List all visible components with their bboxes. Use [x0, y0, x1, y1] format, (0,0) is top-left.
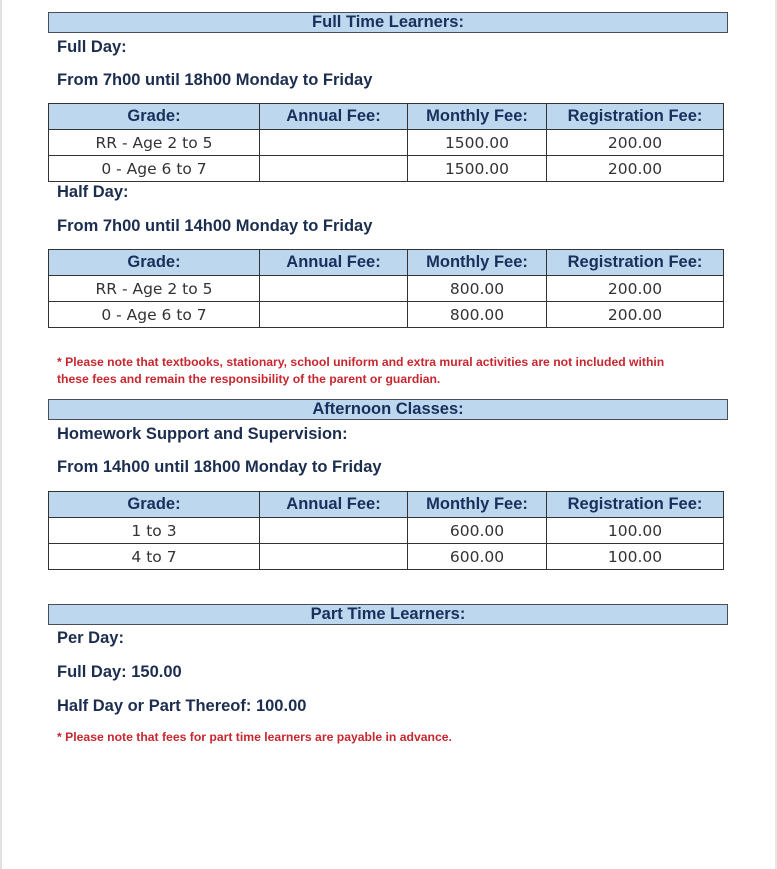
full-day-label: Full Day:	[57, 38, 127, 56]
annual-fee-cell	[260, 518, 408, 544]
table-row	[49, 276, 724, 302]
column-header-monthly-fee: Monthly Fee:	[408, 104, 547, 130]
part-time-full-day-fee: Full Day: 150.00	[57, 663, 182, 681]
annual-fee-cell	[260, 544, 408, 570]
monthly-fee-cell: 1500.00	[408, 130, 547, 156]
column-header-registration-fee: Registration Fee:	[547, 492, 724, 518]
column-header-monthly-fee: Monthly Fee:	[408, 492, 547, 518]
exclusions-note-line-1: * Please note that textbooks, stationary, school uniform and extra mural activities are not included within	[57, 355, 665, 369]
exclusions-note	[57, 354, 664, 388]
table-row	[49, 130, 724, 156]
section-header-full-time: Full Time Learners:	[48, 12, 728, 33]
afternoon-fee-table	[48, 491, 724, 570]
grade-cell: RR - Age 2 to 5	[49, 276, 260, 302]
column-header-registration-fee: Registration Fee:	[547, 104, 724, 130]
half-day-fee-table	[48, 249, 724, 328]
table-row	[49, 302, 724, 328]
monthly-fee-cell: 800.00	[408, 276, 547, 302]
column-header-annual-fee: Annual Fee:	[260, 250, 408, 276]
grade-cell: 0 - Age 6 to 7	[49, 156, 260, 182]
column-header-registration-fee: Registration Fee:	[547, 250, 724, 276]
annual-fee-cell	[260, 302, 408, 328]
registration-fee-cell: 200.00	[547, 130, 724, 156]
registration-fee-cell: 200.00	[547, 156, 724, 182]
half-day-hours: From 7h00 until 14h00 Monday to Friday	[57, 217, 373, 235]
table-row	[49, 544, 724, 570]
part-time-half-day-fee: Half Day or Part Thereof: 100.00	[57, 697, 307, 715]
section-header-part-time: Part Time Learners:	[48, 604, 728, 625]
grade-cell: 1 to 3	[49, 518, 260, 544]
section-header-afternoon-classes: Afternoon Classes:	[48, 399, 728, 420]
advance-payment-note: * Please note that fees for part time learners are payable in advance.	[57, 730, 452, 744]
monthly-fee-cell: 600.00	[408, 518, 547, 544]
table-header-row	[49, 250, 724, 276]
registration-fee-cell: 200.00	[547, 302, 724, 328]
monthly-fee-cell: 800.00	[408, 302, 547, 328]
exclusions-note-line-2: these fees and remain the responsibility of the parent or guardian.	[57, 372, 441, 386]
table-row	[49, 518, 724, 544]
registration-fee-cell: 100.00	[547, 518, 724, 544]
column-header-grade: Grade:	[49, 250, 260, 276]
monthly-fee-cell: 1500.00	[408, 156, 547, 182]
grade-cell: RR - Age 2 to 5	[49, 130, 260, 156]
column-header-monthly-fee: Monthly Fee:	[408, 250, 547, 276]
annual-fee-cell	[260, 276, 408, 302]
table-row	[49, 156, 724, 182]
full-day-hours: From 7h00 until 18h00 Monday to Friday	[57, 71, 373, 89]
registration-fee-cell: 100.00	[547, 544, 724, 570]
annual-fee-cell	[260, 156, 408, 182]
afternoon-hours: From 14h00 until 18h00 Monday to Friday	[57, 458, 382, 476]
column-header-grade: Grade:	[49, 492, 260, 518]
table-header-row	[49, 492, 724, 518]
column-header-grade: Grade:	[49, 104, 260, 130]
table-header-row	[49, 104, 724, 130]
per-day-label: Per Day:	[57, 629, 124, 647]
monthly-fee-cell: 600.00	[408, 544, 547, 570]
full-day-fee-table	[48, 103, 724, 182]
grade-cell: 4 to 7	[49, 544, 260, 570]
column-header-annual-fee: Annual Fee:	[260, 492, 408, 518]
homework-support-label: Homework Support and Supervision:	[57, 425, 348, 443]
grade-cell: 0 - Age 6 to 7	[49, 302, 260, 328]
half-day-label: Half Day:	[57, 183, 129, 201]
column-header-annual-fee: Annual Fee:	[260, 104, 408, 130]
annual-fee-cell	[260, 130, 408, 156]
page-edge	[0, 0, 2, 869]
registration-fee-cell: 200.00	[547, 276, 724, 302]
